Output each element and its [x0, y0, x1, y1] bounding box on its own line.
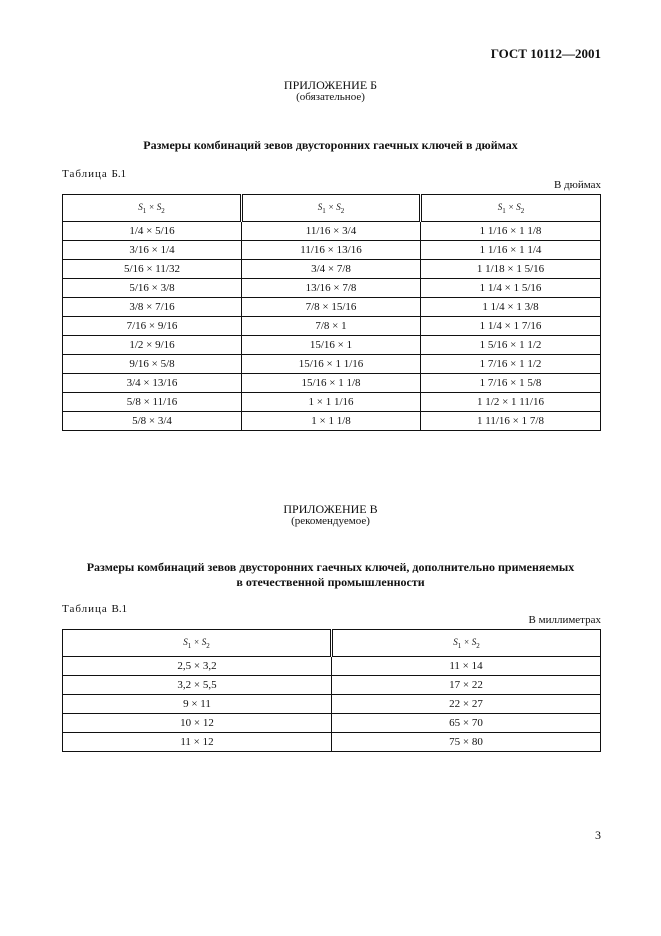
table-cell: 1 7/16 × 1 1/2	[421, 355, 601, 374]
table-row	[63, 279, 601, 298]
table-cell: 15/16 × 1 1/8	[242, 374, 421, 393]
table-cell: 1/4 × 5/16	[63, 222, 242, 241]
table-row	[63, 657, 601, 676]
appendix-v-title: ПРИЛОЖЕНИЕ В	[283, 502, 378, 516]
table-cell: 15/16 × 1 1/16	[242, 355, 421, 374]
table-cell: 11/16 × 13/16	[242, 241, 421, 260]
table-cell: 10 × 12	[63, 714, 332, 733]
table-cell: 5/8 × 3/4	[63, 412, 242, 431]
table-cell: 11 × 12	[63, 733, 332, 752]
table-row	[63, 241, 601, 260]
appendix-v-subtitle: (рекомендуемое)	[291, 515, 370, 527]
table-cell: 1 1/16 × 1 1/4	[421, 241, 601, 260]
table-row	[63, 336, 601, 355]
table-cell: 7/8 × 15/16	[242, 298, 421, 317]
table-v1-header-row	[63, 630, 601, 657]
table-cell: 1 × 1 1/16	[242, 393, 421, 412]
table-cell: 1 1/4 × 1 3/8	[421, 298, 601, 317]
table-cell: 5/8 × 11/16	[63, 393, 242, 412]
table-row	[63, 733, 601, 752]
appendix-b-section-title: Размеры комбинаций зевов двусторонних гаечных ключей в дюймах	[143, 138, 518, 152]
appendix-b-title: ПРИЛОЖЕНИЕ Б	[283, 78, 378, 92]
table-cell: 9 × 11	[63, 695, 332, 714]
table-v1-col-header: $S_1 \times S_2$	[63, 630, 332, 657]
table-row	[63, 317, 601, 336]
table-b1-col-header: $S_1 \times S_2$	[421, 195, 601, 222]
table-cell: 1 1/2 × 1 11/16	[421, 393, 601, 412]
table-cell: 11 × 14	[332, 657, 601, 676]
table-row	[63, 393, 601, 412]
table-cell: 1 11/16 × 1 7/8	[421, 412, 601, 431]
table-v1-label-num: В.1	[111, 603, 128, 615]
table-row	[63, 355, 601, 374]
table-cell: 1/2 × 9/16	[63, 336, 242, 355]
table-row	[63, 298, 601, 317]
table-b1-col-header: $S_1 \times S_2$	[242, 195, 421, 222]
table-cell: 7/8 × 1	[242, 317, 421, 336]
table-row	[63, 374, 601, 393]
appendix-v-section-title-line2: в отечественной промышленности	[236, 575, 425, 589]
table-cell: 15/16 × 1	[242, 336, 421, 355]
table-row	[63, 222, 601, 241]
table-cell: 3/4 × 13/16	[63, 374, 242, 393]
table-cell: 22 × 27	[332, 695, 601, 714]
table-row	[63, 260, 601, 279]
table-cell: 17 × 22	[332, 676, 601, 695]
page-number: 3	[595, 828, 601, 842]
table-cell: 13/16 × 7/8	[242, 279, 421, 298]
table-cell: 1 1/4 × 1 5/16	[421, 279, 601, 298]
table-cell: 3/16 × 1/4	[63, 241, 242, 260]
table-b1-label-word: Таблица	[62, 168, 108, 180]
table-b1-label	[62, 168, 126, 180]
table-v1-label-word: Таблица	[62, 603, 108, 615]
table-cell: 1 1/4 × 1 7/16	[421, 317, 601, 336]
table-b1-col-header: $S_1 \times S_2$	[63, 195, 242, 222]
appendix-v-section-title-line1: Размеры комбинаций зевов двусторонних гаечных ключей, дополнительно применяемых	[86, 560, 575, 574]
table-cell: 3/8 × 7/16	[63, 298, 242, 317]
table-cell: 11/16 × 3/4	[242, 222, 421, 241]
table-cell: 1 1/16 × 1 1/8	[421, 222, 601, 241]
standard-code: ГОСТ 10112—2001	[490, 46, 601, 61]
table-cell: 65 × 70	[332, 714, 601, 733]
table-v1-col-header: $S_1 \times S_2$	[332, 630, 601, 657]
table-cell: 5/16 × 11/32	[63, 260, 242, 279]
table-cell: 3/4 × 7/8	[242, 260, 421, 279]
table-v1-label	[62, 603, 127, 615]
table-row	[63, 714, 601, 733]
table-cell: 1 1/18 × 1 5/16	[421, 260, 601, 279]
table-b1-units: В дюймах	[553, 179, 601, 191]
table-cell: 1 5/16 × 1 1/2	[421, 336, 601, 355]
table-row	[63, 676, 601, 695]
table-cell: 3,2 × 5,5	[63, 676, 332, 695]
table-cell: 1 7/16 × 1 5/8	[421, 374, 601, 393]
table-cell: 9/16 × 5/8	[63, 355, 242, 374]
table-cell: 2,5 × 3,2	[63, 657, 332, 676]
table-row	[63, 412, 601, 431]
table-cell: 7/16 × 9/16	[63, 317, 242, 336]
appendix-b-subtitle: (обязательное)	[296, 91, 365, 103]
table-v1-units: В миллиметрах	[528, 614, 601, 626]
table-cell: 5/16 × 3/8	[63, 279, 242, 298]
table-row	[63, 695, 601, 714]
table-b1-label-num: Б.1	[111, 168, 127, 180]
table-v1	[62, 629, 601, 752]
table-b1-header-row	[63, 195, 601, 222]
table-cell: 1 × 1 1/8	[242, 412, 421, 431]
table-cell: 75 × 80	[332, 733, 601, 752]
table-b1	[62, 194, 601, 431]
